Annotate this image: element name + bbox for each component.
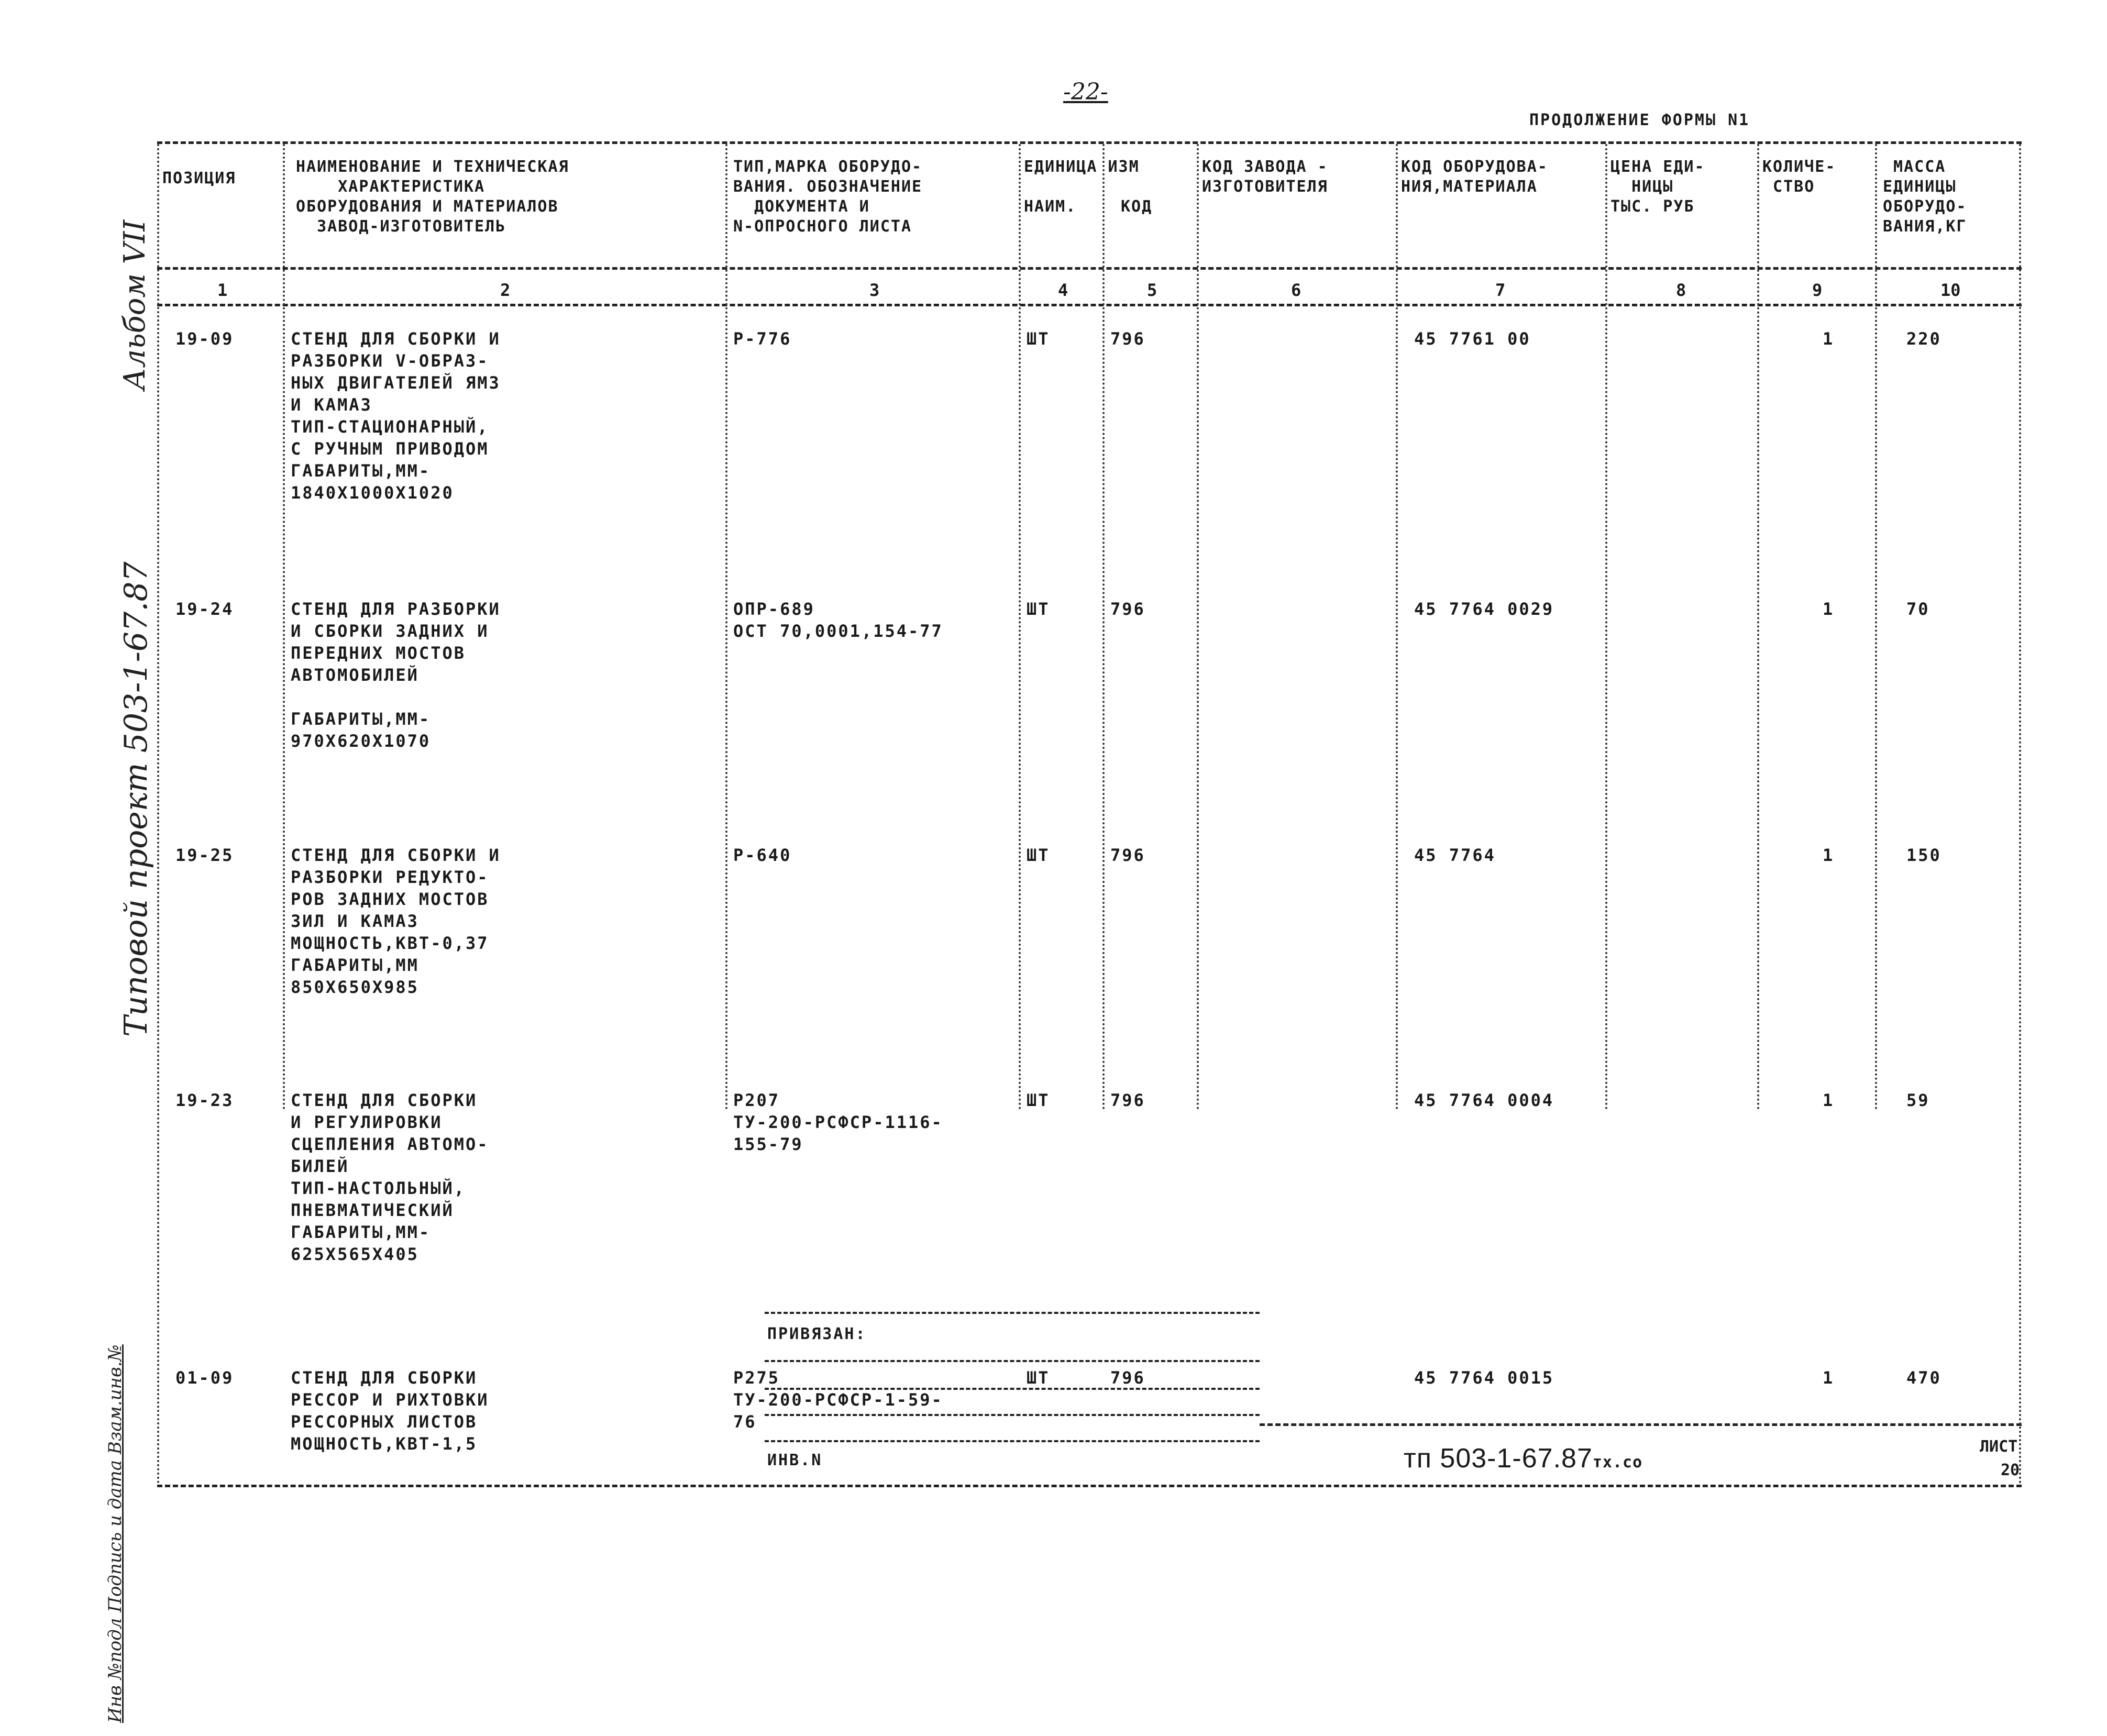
row-3-mass: 150 [1906, 845, 1941, 865]
header-unit-price: ЦЕНА ЕДИ- НИЦЫ ТЫС. РУБ [1610, 158, 1705, 216]
column-number-2: 2 [500, 280, 511, 300]
sheet-label: ЛИСТ [1980, 1438, 2018, 1456]
row-2-name: СТЕНД ДЛЯ РАЗБОРКИ И СБОРКИ ЗАДНИХ И ПЕРЕДНИХ МОСТОВ АВТОМОБИЛЕЙ ГАБАРИТЫ,ММ- 970Х620Х1070 [291, 599, 501, 751]
row-5-quantity: 1 [1823, 1368, 1835, 1388]
row-4-equipment-code: 45 7764 0004 [1414, 1090, 1554, 1110]
column-number-10: 10 [1940, 280, 1961, 300]
col-sep-3 [725, 144, 727, 1110]
row-2-unit-code: 796 [1110, 599, 1145, 619]
header-type: ТИП,МАРКА ОБОРУДО- ВАНИЯ. ОБОЗНАЧЕНИЕ ДОКУМЕНТА И N-ОПРОСНОГО ЛИСТА [733, 158, 923, 236]
colnum-bottom-rule [157, 304, 2022, 306]
column-number-3: 3 [869, 280, 880, 300]
header-equipment-code: КОД ОБОРУДОВА- НИЯ,МАТЕРИАЛА [1401, 158, 1548, 196]
row-3-unit: ШТ [1027, 845, 1050, 865]
column-number-8: 8 [1676, 280, 1686, 300]
column-number-6: 6 [1291, 280, 1301, 300]
row-5-equipment-code: 45 7764 0015 [1414, 1368, 1554, 1388]
table-top-rule [157, 141, 2022, 144]
row-3-equipment-code: 45 7764 [1414, 845, 1496, 865]
header-unit-code: КОД [1121, 197, 1153, 216]
row-4-type: Р207 ТУ-200-РСФСР-1116- 155-79 [733, 1090, 943, 1154]
row-5-name: СТЕНД ДЛЯ СБОРКИ РЕССОР И РИХТОВКИ РЕССОРНЫХ ЛИСТОВ МОЩНОСТЬ,КВТ-1,5 [291, 1368, 489, 1454]
col-sep-2 [283, 144, 285, 1110]
row-4-unit-code: 796 [1110, 1090, 1145, 1110]
row-5-unit: ШТ [1027, 1368, 1050, 1388]
row-1-unit-code: 796 [1110, 329, 1145, 349]
row-1-position: 19-09 [175, 329, 234, 349]
col-sep-7 [1396, 144, 1398, 1110]
sheet-number: 20 [2001, 1461, 2020, 1479]
inventory-label: ИНВ.N [767, 1451, 823, 1469]
row-2-mass: 70 [1906, 599, 1930, 619]
row-2-position: 19-24 [175, 599, 234, 619]
col-sep-4 [1019, 144, 1021, 1110]
stamp-rule-2 [765, 1360, 1260, 1362]
row-2-unit: ШТ [1027, 599, 1050, 619]
stamp-rule-4 [765, 1414, 1260, 1416]
row-4-name: СТЕНД ДЛЯ СБОРКИ И РЕГУЛИРОВКИ СЦЕПЛЕНИЯ АВТОМО- БИЛЕЙ ТИП-НАСТОЛЬНЫЙ, ПНЕВМАТИЧЕСКИЙ ГАБАРИТЫ,ММ- 625Х565Х405 [291, 1090, 489, 1264]
column-number-5: 5 [1147, 280, 1157, 300]
column-number-7: 7 [1495, 280, 1506, 300]
header-quantity: КОЛИЧЕ- СТВО [1762, 158, 1836, 196]
row-4-position: 19-23 [175, 1090, 234, 1110]
document-code [1404, 1443, 1642, 1474]
col-sep-right [2019, 144, 2021, 1485]
bound-label: ПРИВЯЗАН: [767, 1325, 867, 1343]
row-3-type: Р-640 [733, 845, 792, 865]
stamp-fields-label: Инв №подл Подпись и дата Взам.инв.№ [105, 1344, 126, 1723]
header-position: ПОЗИЦИЯ [162, 169, 236, 187]
row-3-name: СТЕНД ДЛЯ СБОРКИ И РАЗБОРКИ РЕДУКТО- РОВ ЗАДНИХ МОСТОВ ЗИЛ И КАМАЗ МОЩНОСТЬ,КВТ-0,37 ГАБАРИТЫ,ММ 850Х650Х985 [291, 845, 501, 997]
row-3-unit-code: 796 [1110, 845, 1145, 865]
row-5-mass: 470 [1906, 1368, 1941, 1388]
row-5-type: Р275 ТУ-200-РСФСР-1-59- 76 [733, 1368, 943, 1432]
header-bottom-rule [157, 267, 2022, 270]
column-number-4: 4 [1058, 280, 1068, 300]
header-unit-mass: МАССА ЕДИНИЦЫ ОБОРУДО- ВАНИЯ,КГ [1883, 158, 1967, 236]
col-sep-10 [1875, 144, 1877, 1110]
stamp-separator-rule [1260, 1423, 2022, 1426]
table-bottom-rule [157, 1485, 2022, 1487]
row-5-position: 01-09 [175, 1368, 234, 1388]
page-number: -22- [1063, 79, 1108, 105]
row-2-equipment-code: 45 7764 0029 [1414, 599, 1554, 619]
col-sep-6 [1197, 144, 1199, 1110]
stamp-rule-3 [765, 1388, 1260, 1390]
row-4-quantity: 1 [1823, 1090, 1835, 1110]
row-1-type: Р-776 [733, 329, 792, 349]
row-2-quantity: 1 [1823, 599, 1835, 619]
row-1-quantity: 1 [1823, 329, 1835, 349]
row-5-unit-code: 796 [1110, 1368, 1145, 1388]
project-label: Типовой проект 503-1-67.87 [118, 561, 155, 1037]
col-sep-5 [1102, 144, 1105, 1110]
row-4-unit: ШТ [1027, 1090, 1050, 1110]
col-sep-9 [1757, 144, 1759, 1110]
document-code-suffix: тх.со [1592, 1453, 1643, 1472]
row-4-mass: 59 [1906, 1090, 1930, 1110]
header-name: НАИМЕНОВАНИЕ И ТЕХНИЧЕСКАЯ ХАРАКТЕРИСТИКА ОБОРУДОВАНИЯ И МАТЕРИАЛОВ ЗАВОД-ИЗГОТОВИТЕЛЬ [296, 158, 569, 236]
row-1-mass: 220 [1906, 329, 1941, 349]
row-2-type: ОПР-689 ОСТ 70,0001,154-77 [733, 599, 943, 641]
row-1-equipment-code: 45 7761 00 [1414, 329, 1531, 349]
header-factory-code: КОД ЗАВОДА - ИЗГОТОВИТЕЛЯ [1202, 158, 1328, 196]
col-sep-8 [1605, 144, 1607, 1110]
col-sep-1 [157, 144, 159, 1485]
album-label: Альбом VII [118, 219, 152, 390]
stamp-top-rule [765, 1312, 1260, 1314]
column-number-9: 9 [1812, 280, 1823, 300]
column-number-1: 1 [217, 280, 228, 300]
continuation-title: ПРОДОЛЖЕНИЕ ФОРМЫ N1 [1529, 111, 1750, 129]
row-1-unit: ШТ [1027, 329, 1050, 349]
header-unit-name: НАИМ. [1024, 197, 1077, 216]
stamp-rule-5 [765, 1440, 1260, 1442]
row-3-position: 19-25 [175, 845, 234, 865]
row-3-quantity: 1 [1823, 845, 1835, 865]
document-code-main: тп 503-1-67.87 [1404, 1443, 1593, 1474]
row-1-name: СТЕНД ДЛЯ СБОРКИ И РАЗБОРКИ V-ОБРАЗ- НЫХ ДВИГАТЕЛЕЙ ЯМЗ И КАМАЗ ТИП-СТАЦИОНАРНЫЙ, С РУЧНЫМ ПРИВОДОМ ГАБАРИТЫ,ММ- 1840Х1000Х1020 [291, 329, 501, 503]
header-unit-group: ЕДИНИЦА ИЗМ [1024, 158, 1140, 176]
